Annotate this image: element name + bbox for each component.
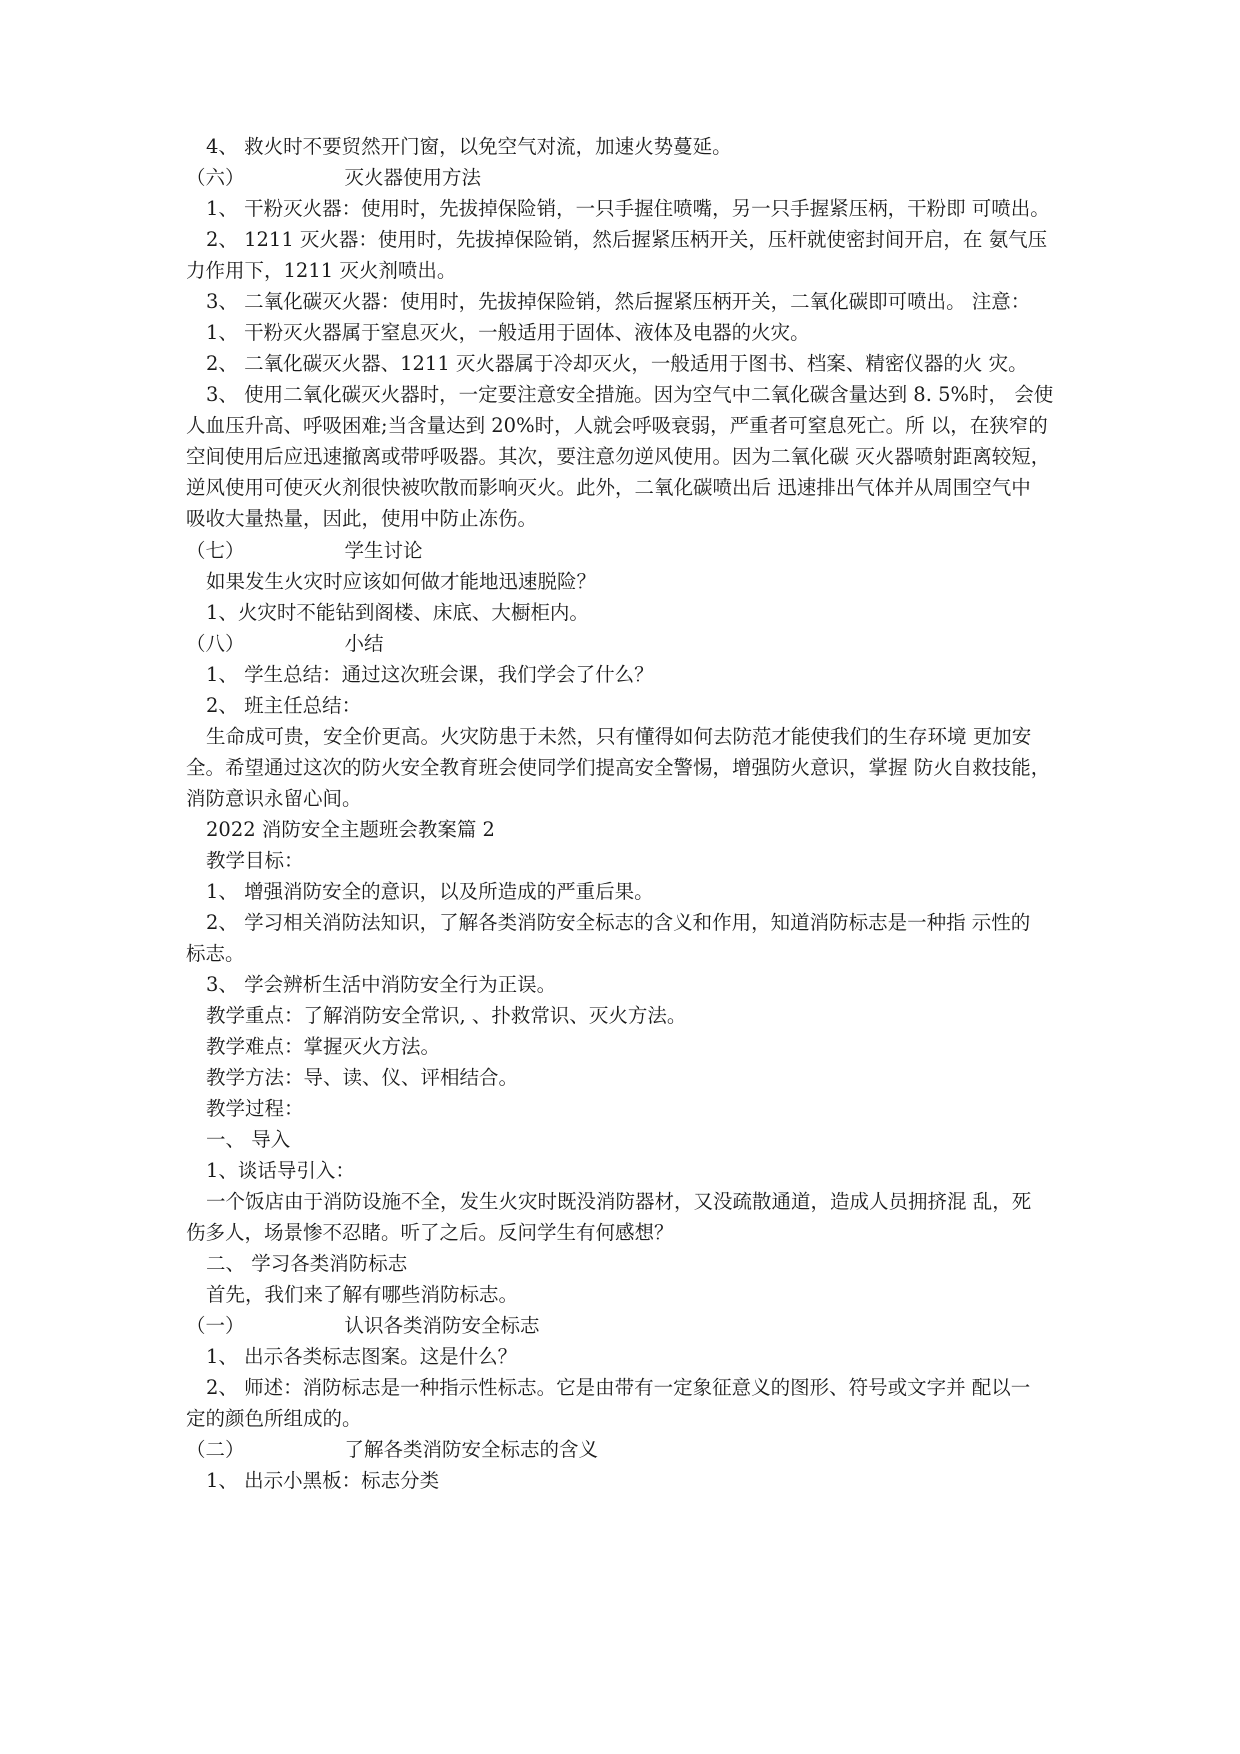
text-line: 教学难点：掌握灭火方法。 — [206, 1035, 441, 1058]
section-title: 2022 消防安全主题班会教案篇 2 — [206, 818, 495, 841]
text-line: 1、 干粉灭火器属于窒息灭火，一般适用于固体、液体及电器的火灾。 — [206, 321, 810, 344]
text-line: 逆风使用可使灭火剂很快被吹散而影响灭火。此外，二氧化碳喷出后 迅速排出气体并从周围空气中 — [186, 476, 1031, 499]
text-line: 1、 干粉灭火器：使用时，先拔掉保险销，一只手握住喷嘴，另一只手握紧压柄，干粉即 可喷出。 — [206, 197, 1050, 220]
text-line: 全。希望通过这次的防火安全教育班会使同学们提高安全警惕，增强防火意识，掌握 防火自救技能， — [186, 756, 1051, 779]
text-line: 1、谈话导引入： — [206, 1159, 355, 1182]
section-number: （八） — [186, 632, 245, 655]
text-line: 如果发生火灾时应该如何做才能地迅速脱险？ — [206, 570, 597, 593]
section-title: 学生讨论 — [344, 539, 423, 562]
text-line: 2、 学习相关消防法知识，了解各类消防安全标志的含义和作用，知道消防标志是一种指 示性的 — [206, 911, 1031, 934]
text-line: 力作用下，1211 灭火剂喷出。 — [186, 259, 457, 282]
text-line: 2、 班主任总结： — [206, 694, 362, 717]
text-line: 教学过程： — [206, 1097, 304, 1120]
section-heading — [186, 628, 1060, 660]
text-line: 标志。 — [186, 942, 245, 965]
text-line: 教学目标： — [206, 849, 304, 872]
text-line: 1、火灾时不能钻到阁楼、床底、大橱柜内。 — [206, 601, 589, 624]
text-line: 1、 出示各类标志图案。这是什么？ — [206, 1345, 518, 1368]
section-number: （二） — [186, 1438, 245, 1461]
text-line: 吸收大量热量，因此，使用中防止冻伤。 — [186, 507, 538, 530]
section-title: 认识各类消防安全标志 — [344, 1314, 540, 1337]
text-line: 1、 增强消防安全的意识，以及所造成的严重后果。 — [206, 880, 654, 903]
section-title: 了解各类消防安全标志的含义 — [344, 1438, 599, 1461]
text-line: 伤多人，场景惨不忍睹。听了之后。反问学生有何感想？ — [186, 1221, 674, 1244]
text-line: 定的颜色所组成的。 — [186, 1407, 362, 1430]
text-line: 一、 导入 — [206, 1128, 291, 1151]
section-heading — [186, 162, 1060, 194]
text-line: 3、 学会辨析生活中消防安全行为正误。 — [206, 973, 557, 996]
text-line: 二、 学习各类消防标志 — [206, 1252, 408, 1275]
text-line: 教学方法：导、读、仪、评相结合。 — [206, 1066, 519, 1089]
text-line: 3、 二氧化碳灭火器：使用时，先拔掉保险销，然后握紧压柄开关，二氧化碳即可喷出。 注意： — [206, 290, 1031, 313]
section-heading — [186, 535, 1060, 567]
section-title: 灭火器使用方法 — [344, 166, 482, 189]
section-number: （六） — [186, 166, 245, 189]
text-line: 2、 1211 灭火器：使用时，先拔掉保险销，然后握紧压柄开关，压杆就使密封间开启，在 氨气压 — [206, 228, 1048, 251]
text-line: 1、 学生总结：通过这次班会课，我们学会了什么？ — [206, 663, 654, 686]
section-number: （七） — [186, 539, 245, 562]
text-line: 空间使用后应迅速撤离或带呼吸器。其次，要注意勿逆风使用。因为二氧化碳 灭火器喷射距离较短， — [186, 445, 1051, 468]
text-line: 首先，我们来了解有哪些消防标志。 — [206, 1283, 519, 1306]
section-title: 小结 — [344, 632, 384, 655]
text-line: 一个饭店由于消防设施不全，发生火灾时既没消防器材，又没疏散通道，造成人员拥挤混 乱，死 — [206, 1190, 1032, 1213]
text-line: 人血压升高、呼吸困难;当含量达到 20%时，人就会呼吸衰弱，严重者可窒息死亡。所 以，在狭窄的 — [186, 414, 1048, 437]
text-line: 生命成可贵，安全价更高。火灾防患于未然，只有懂得如何去防范才能使我们的生存环境 更加安 — [206, 725, 1032, 748]
text-line: 4、 救火时不要贸然开门窗，以免空气对流，加速火势蔓延。 — [206, 135, 732, 158]
text-line: 3、 使用二氧化碳灭火器时，一定要注意安全措施。因为空气中二氧化碳含量达到 8. 5%时， 会使 — [206, 383, 1054, 406]
text-line: 消防意识永留心间。 — [186, 787, 362, 810]
text-line: 2、 二氧化碳灭火器、1211 灭火器属于冷却灭火，一般适用于图书、档案、精密仪器的火 灾。 — [206, 352, 1028, 375]
section-heading — [186, 1434, 1060, 1466]
text-line: 2、 师述：消防标志是一种指示性标志。它是由带有一定象征意义的图形、符号或文字并 配以一 — [206, 1376, 1031, 1399]
section-heading — [186, 1310, 1060, 1342]
text-line: 1、 出示小黑板：标志分类 — [206, 1469, 440, 1492]
text-line: 教学重点：了解消防安全常识, 、扑救常识、灭火方法。 — [206, 1004, 687, 1027]
section-number: （一） — [186, 1314, 245, 1337]
